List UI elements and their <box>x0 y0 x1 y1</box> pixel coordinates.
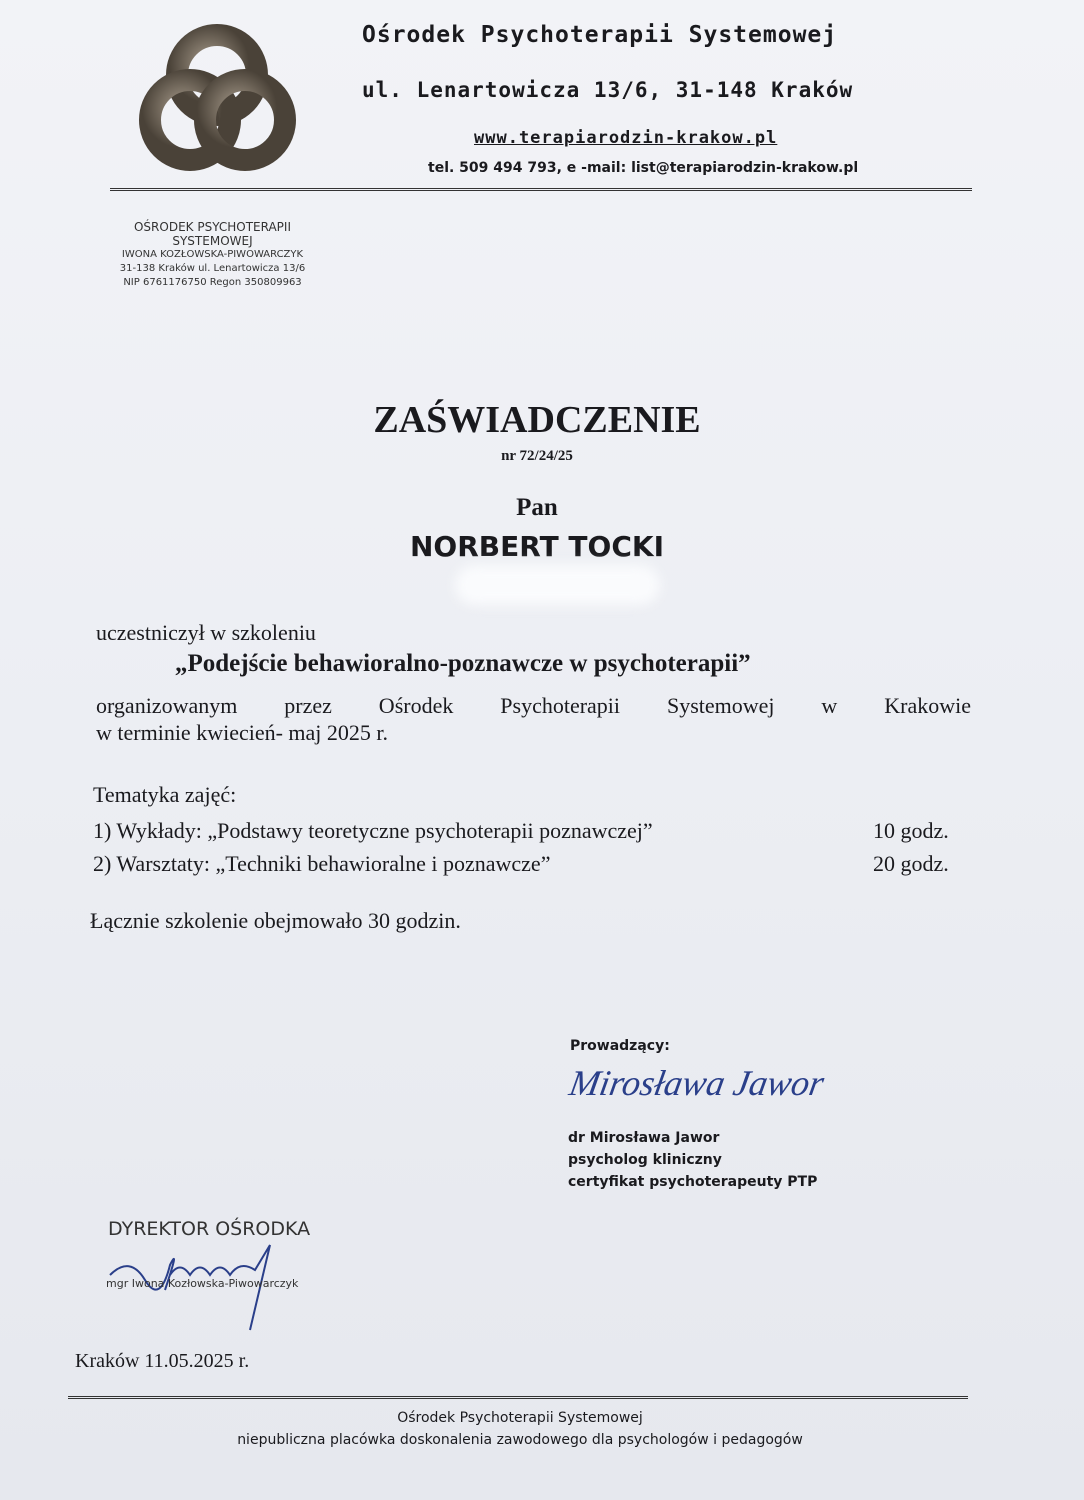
org-contact: tel. 509 494 793, e -mail: list@terapiarodzin-krakow.pl <box>428 160 859 176</box>
place-date: Kraków 11.05.2025 r. <box>75 1350 250 1372</box>
instructor-signature <box>566 1062 827 1104</box>
participation-text: uczestniczył w szkoleniu <box>96 620 316 645</box>
organizer-text: organizowanym przez Ośrodek Psychoterapii Systemowej w Krakowie <box>96 693 971 718</box>
org-name: Ośrodek Psychoterapii Systemowej <box>362 22 838 48</box>
stamp-line: 31-138 Kraków ul. Lenartowicza 13/6 <box>119 263 306 274</box>
recipient-name: NORBERT TOCKI <box>410 530 664 563</box>
director-name: mgr Iwona Kozłowska-Piwowarczyk <box>106 1277 299 1290</box>
organization-stamp <box>80 220 345 290</box>
topic-text: 2) Warsztaty: „Techniki behawioralne i poznawcze” <box>93 851 551 876</box>
stamp-line: SYSTEMOWEJ <box>172 234 253 248</box>
footer-line2: niepubliczna placówka doskonalenia zawodowego dla psychologów i pedagogów <box>237 1432 803 1448</box>
topics-label: Tematyka zajęć: <box>93 782 237 807</box>
instructor-name: dr Mirosława Jawor <box>568 1130 720 1146</box>
certificate-title: ZAŚWIADCZENIE <box>373 399 701 441</box>
instructor-certificate: certyfikat psychoterapeuty PTP <box>568 1174 818 1190</box>
topic-row <box>93 851 968 877</box>
term-text: w terminie kwiecień- maj 2025 r. <box>96 720 389 745</box>
total-hours: Łącznie szkolenie obejmowało 30 godzin. <box>90 908 461 933</box>
stamp-line: OŚRODEK PSYCHOTERAPII <box>133 220 291 234</box>
instructor-role: psycholog kliniczny <box>568 1152 722 1168</box>
salutation: Pan <box>516 494 558 521</box>
signature-text: Mirosława Jawor <box>566 1063 828 1103</box>
knot-logo <box>135 20 300 180</box>
certificate-number: nr 72/24/25 <box>501 448 573 464</box>
topic-hours: 20 godz. <box>873 851 949 876</box>
redaction-blur <box>455 565 660 605</box>
footer-rule <box>68 1396 968 1399</box>
stamp-line: NIP 6761176750 Regon 350809963 <box>123 277 302 288</box>
org-address: ul. Lenartowicza 13/6, 31-148 Kraków <box>362 78 854 102</box>
course-title: „Podejście behawioralno-poznawcze w psychoterapii” <box>175 650 751 677</box>
org-website[interactable]: www.terapiarodzin-krakow.pl <box>474 128 778 148</box>
topic-text: 1) Wykłady: „Podstawy teoretyczne psychoterapii poznawczej” <box>93 818 653 843</box>
topic-hours: 10 godz. <box>873 818 949 843</box>
header-rule <box>110 188 972 191</box>
director-label: DYREKTOR OŚRODKA <box>108 1218 311 1240</box>
stamp-line: IWONA KOZŁOWSKA-PIWOWARCZYK <box>121 249 304 260</box>
topic-row <box>93 818 968 844</box>
footer-line1: Ośrodek Psychoterapii Systemowej <box>397 1410 643 1426</box>
instructor-label: Prowadzący: <box>570 1038 670 1054</box>
